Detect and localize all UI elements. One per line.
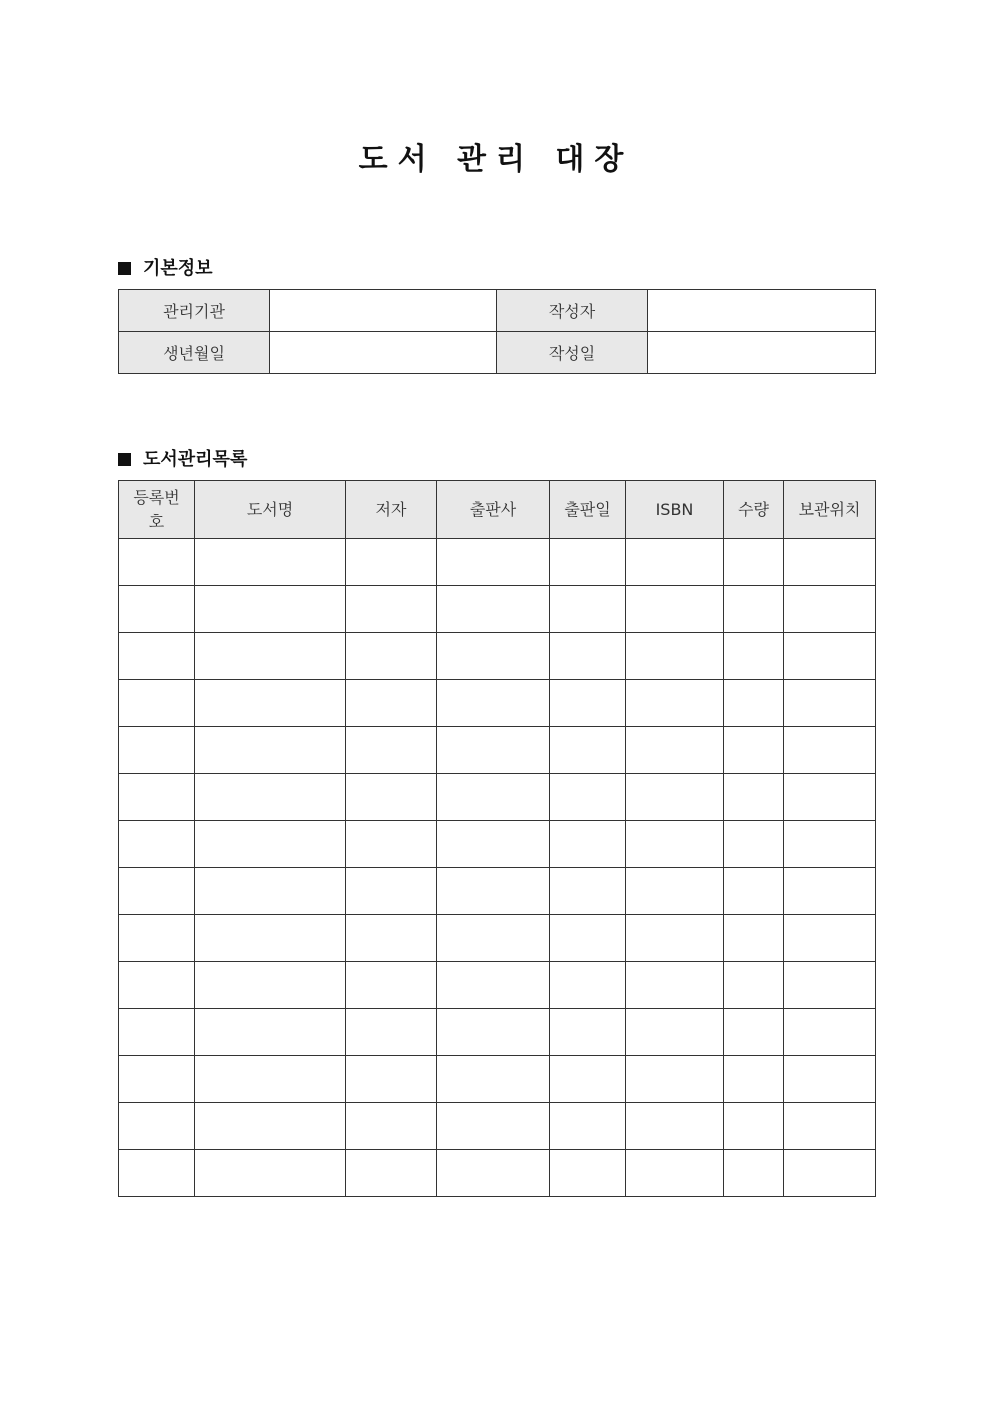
table-cell[interactable]: [724, 1009, 784, 1056]
table-cell[interactable]: [346, 915, 437, 962]
table-cell[interactable]: [437, 915, 550, 962]
table-cell[interactable]: [437, 821, 550, 868]
basic-info-table: [118, 289, 876, 374]
table-cell[interactable]: [784, 915, 876, 962]
birth-date-field[interactable]: [270, 332, 497, 374]
square-bullet-icon: [118, 262, 131, 275]
table-cell[interactable]: [195, 680, 346, 727]
table-cell[interactable]: [724, 633, 784, 680]
table-cell[interactable]: [346, 962, 437, 1009]
table-cell[interactable]: [626, 633, 724, 680]
table-cell[interactable]: [784, 821, 876, 868]
table-cell[interactable]: [437, 1056, 550, 1103]
table-cell[interactable]: [626, 774, 724, 821]
table-row: [119, 962, 876, 1009]
document-title: 도서 관리 대장: [358, 142, 634, 177]
table-cell[interactable]: [724, 962, 784, 1009]
table-cell[interactable]: [550, 1150, 626, 1197]
table-cell[interactable]: [119, 680, 195, 727]
table-cell[interactable]: [195, 539, 346, 586]
table-cell[interactable]: [626, 915, 724, 962]
table-cell[interactable]: [550, 586, 626, 633]
table-cell[interactable]: [784, 586, 876, 633]
table-cell[interactable]: [724, 680, 784, 727]
table-cell[interactable]: [346, 633, 437, 680]
table-cell[interactable]: [437, 962, 550, 1009]
table-cell[interactable]: [626, 1056, 724, 1103]
table-cell[interactable]: [195, 962, 346, 1009]
col-header-storage-location: 보관위치: [784, 481, 876, 539]
table-row: [119, 821, 876, 868]
table-row: [119, 633, 876, 680]
table-cell[interactable]: [119, 1103, 195, 1150]
table-cell[interactable]: [784, 539, 876, 586]
table-cell[interactable]: [195, 1009, 346, 1056]
table-row: [119, 1009, 876, 1056]
book-list-header-row: [119, 481, 876, 539]
table-cell[interactable]: [784, 680, 876, 727]
table-cell[interactable]: [550, 1009, 626, 1056]
table-cell[interactable]: [437, 1103, 550, 1150]
table-cell[interactable]: [626, 680, 724, 727]
label-author: 작성자: [497, 290, 648, 332]
col-header-registration-no: 등록번호: [119, 481, 195, 539]
table-cell[interactable]: [550, 821, 626, 868]
table-cell[interactable]: [437, 680, 550, 727]
table-row: [119, 539, 876, 586]
table-cell[interactable]: [550, 774, 626, 821]
table-cell[interactable]: [119, 868, 195, 915]
table-cell[interactable]: [550, 962, 626, 1009]
table-cell[interactable]: [724, 586, 784, 633]
table-cell[interactable]: [119, 1056, 195, 1103]
table-cell[interactable]: [626, 1103, 724, 1150]
author-field[interactable]: [648, 290, 876, 332]
table-cell[interactable]: [550, 868, 626, 915]
table-cell[interactable]: [119, 727, 195, 774]
table-row: [119, 727, 876, 774]
table-cell[interactable]: [550, 680, 626, 727]
table-cell[interactable]: [119, 962, 195, 1009]
table-cell[interactable]: [550, 915, 626, 962]
table-cell[interactable]: [724, 868, 784, 915]
table-cell[interactable]: [346, 1150, 437, 1197]
table-cell[interactable]: [437, 1150, 550, 1197]
table-cell[interactable]: [724, 821, 784, 868]
table-cell[interactable]: [346, 821, 437, 868]
table-cell[interactable]: [119, 586, 195, 633]
table-cell[interactable]: [437, 586, 550, 633]
table-cell[interactable]: [195, 1103, 346, 1150]
table-cell[interactable]: [195, 1056, 346, 1103]
table-cell[interactable]: [346, 680, 437, 727]
table-row: [119, 1056, 876, 1103]
basic-info-heading-text: 기본정보: [143, 258, 213, 279]
label-birth-date: 생년월일: [119, 332, 270, 374]
table-cell[interactable]: [550, 1103, 626, 1150]
table-row: [119, 586, 876, 633]
table-cell[interactable]: [724, 539, 784, 586]
table-cell[interactable]: [550, 633, 626, 680]
book-list-heading-text: 도서관리목록: [143, 449, 248, 470]
table-row: [119, 774, 876, 821]
col-header-quantity: 수량: [724, 481, 784, 539]
table-cell[interactable]: [119, 915, 195, 962]
table-cell[interactable]: [626, 868, 724, 915]
table-cell[interactable]: [784, 868, 876, 915]
table-cell[interactable]: [195, 868, 346, 915]
book-list-heading: [118, 445, 247, 471]
table-cell[interactable]: [195, 633, 346, 680]
table-cell[interactable]: [550, 727, 626, 774]
table-cell[interactable]: [437, 868, 550, 915]
table-cell[interactable]: [626, 727, 724, 774]
table-cell[interactable]: [437, 727, 550, 774]
table-cell[interactable]: [784, 1103, 876, 1150]
table-row: [119, 1150, 876, 1197]
table-cell[interactable]: [784, 774, 876, 821]
table-cell[interactable]: [346, 868, 437, 915]
table-row: [119, 868, 876, 915]
table-cell[interactable]: [626, 586, 724, 633]
table-cell[interactable]: [195, 774, 346, 821]
table-row: [119, 680, 876, 727]
table-row: [119, 1103, 876, 1150]
table-cell[interactable]: [195, 586, 346, 633]
table-cell[interactable]: [346, 774, 437, 821]
table-cell[interactable]: [119, 539, 195, 586]
table-cell[interactable]: [784, 962, 876, 1009]
table-cell[interactable]: [346, 1009, 437, 1056]
table-cell[interactable]: [550, 539, 626, 586]
table-cell[interactable]: [784, 1150, 876, 1197]
table-cell[interactable]: [346, 586, 437, 633]
table-cell[interactable]: [724, 915, 784, 962]
table-cell[interactable]: [437, 1009, 550, 1056]
label-managing-institution: 관리기관: [119, 290, 270, 332]
table-cell[interactable]: [626, 962, 724, 1009]
basic-info-heading: [118, 254, 213, 280]
col-header-isbn: ISBN: [626, 481, 724, 539]
table-cell[interactable]: [119, 774, 195, 821]
table-cell[interactable]: [784, 727, 876, 774]
label-written-date: 작성일: [497, 332, 648, 374]
col-header-author: 저자: [346, 481, 437, 539]
table-cell[interactable]: [784, 1056, 876, 1103]
table-cell[interactable]: [119, 1150, 195, 1197]
table-cell[interactable]: [346, 1103, 437, 1150]
table-cell[interactable]: [195, 915, 346, 962]
table-cell[interactable]: [724, 727, 784, 774]
table-cell[interactable]: [195, 727, 346, 774]
table-cell[interactable]: [437, 539, 550, 586]
col-header-publish-date: 출판일: [550, 481, 626, 539]
square-bullet-icon: [118, 453, 131, 466]
table-cell[interactable]: [346, 727, 437, 774]
table-cell[interactable]: [784, 633, 876, 680]
table-cell[interactable]: [626, 1009, 724, 1056]
table-cell[interactable]: [724, 1103, 784, 1150]
written-date-field[interactable]: [648, 332, 876, 374]
table-cell[interactable]: [626, 1150, 724, 1197]
table-cell[interactable]: [119, 633, 195, 680]
table-cell[interactable]: [119, 1009, 195, 1056]
table-cell[interactable]: [119, 821, 195, 868]
managing-institution-field[interactable]: [270, 290, 497, 332]
table-cell[interactable]: [195, 821, 346, 868]
table-cell[interactable]: [784, 1009, 876, 1056]
table-cell[interactable]: [195, 1150, 346, 1197]
table-cell[interactable]: [626, 821, 724, 868]
table-cell[interactable]: [724, 1056, 784, 1103]
table-cell[interactable]: [724, 1150, 784, 1197]
table-cell[interactable]: [550, 1056, 626, 1103]
table-row: [119, 915, 876, 962]
col-header-publisher: 출판사: [437, 481, 550, 539]
table-cell[interactable]: [724, 774, 784, 821]
table-cell[interactable]: [346, 1056, 437, 1103]
col-header-title: 도서명: [195, 481, 346, 539]
book-list-table: [118, 480, 876, 1197]
table-cell[interactable]: [626, 539, 724, 586]
table-cell[interactable]: [346, 539, 437, 586]
table-cell[interactable]: [437, 633, 550, 680]
table-cell[interactable]: [437, 774, 550, 821]
